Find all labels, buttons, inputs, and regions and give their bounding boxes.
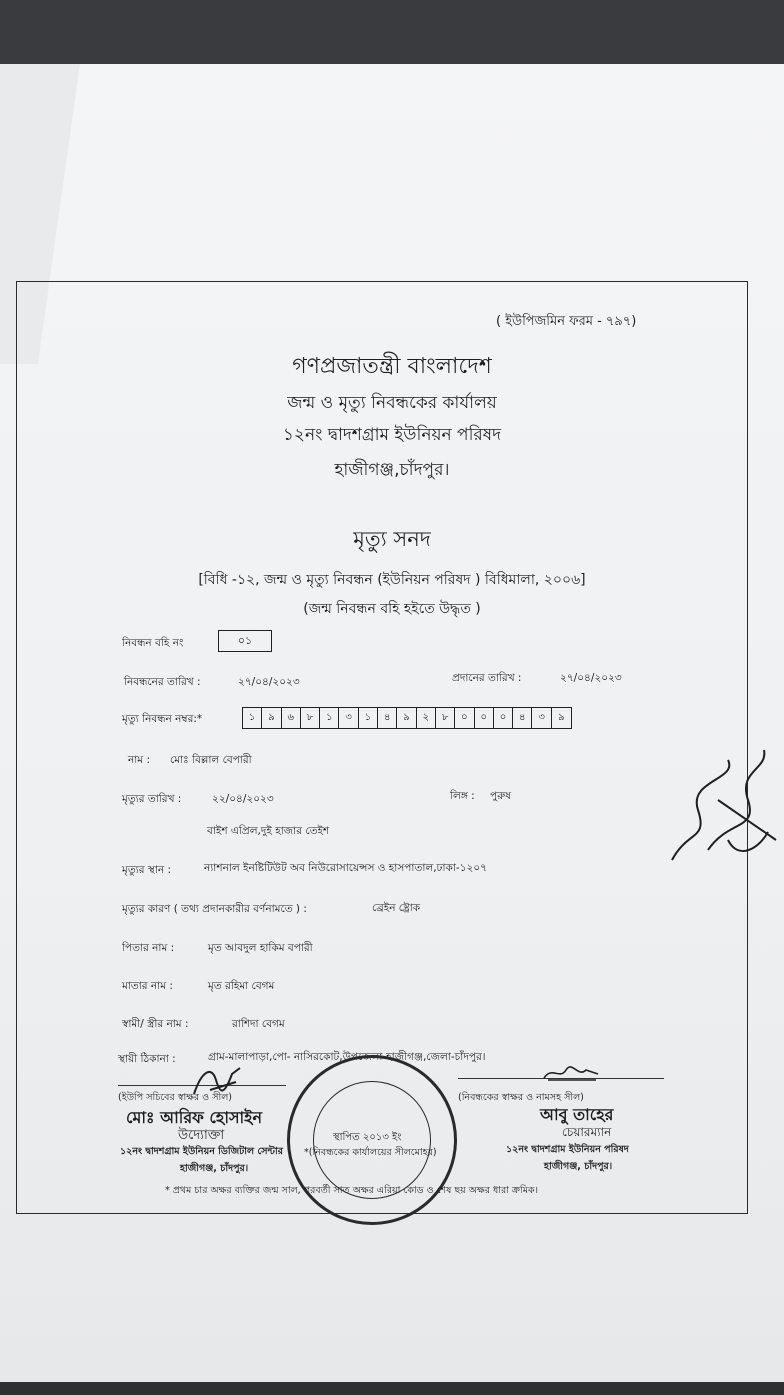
- death-reg-digit: ১: [320, 708, 339, 728]
- book-label: নিবন্ধন বহি নং: [122, 637, 184, 649]
- death-reg-label: মৃত্যু নিবন্ধন নম্বর:*: [122, 713, 203, 725]
- address-value: গ্রাম-মালাপাড়া,পো- নাসিরকোট,উপজেলা-হাজীগঞ্জ,জেলা-চাঁদপুর।: [208, 1051, 486, 1063]
- death-reg-digit: ৯: [397, 708, 416, 728]
- location-heading: হাজীগঞ্জ,চাঁদপুর।: [334, 460, 450, 480]
- death-reg-digit: ০: [494, 708, 513, 728]
- form-number: ( ইউপিজমিন ফরম - ৭৯৭): [496, 314, 637, 329]
- reg-date-value: ২৭/০৪/২০২৩: [238, 676, 300, 688]
- death-reg-digit: ০: [455, 708, 474, 728]
- left-sign-caption: (ইউপি সচিবের স্বাক্ষর ও সীল): [118, 1092, 232, 1103]
- extract-note: (জন্ম নিবন্ধন বহি হইতে উদ্ধৃত ): [303, 601, 481, 617]
- death-reg-digit: ৪: [378, 708, 397, 728]
- spouse-value: রাশিদা বেগম: [232, 1018, 285, 1030]
- death-reg-digit: ৯: [558, 712, 565, 723]
- seal-text: স্থাপিত ২০১৩ ইং: [333, 1132, 402, 1143]
- sex-label: লিঙ্গ :: [450, 790, 475, 802]
- name-label: নাম :: [128, 754, 151, 766]
- book-value: ০১: [218, 630, 272, 652]
- death-reg-digit: ৩: [339, 708, 358, 728]
- issue-date-label: প্রদানের তারিখ :: [452, 672, 522, 684]
- mother-value: মৃত রহিমা বেগম: [208, 980, 275, 992]
- union-heading: ১২নং দ্বাদশগ্রাম ইউনিয়ন পরিষদ: [282, 425, 502, 445]
- death-reg-digit: ৬: [282, 708, 301, 728]
- certificate-title: মৃত্যু সনদ: [353, 527, 431, 551]
- right-signer-name: আবু তাহের: [540, 1105, 614, 1124]
- reg-date-label: নিবন্ধনের তারিখ :: [124, 676, 201, 688]
- left-signer-name: মোঃ আরিফ হোসাইন: [126, 1108, 263, 1127]
- rule-reference: [বিধি -১২, জন্ম ও মৃত্যু নিবন্ধন (ইউনিয়ন পরিষদ ) বিধিমালা, ২০০৬]: [198, 572, 586, 588]
- death-reg-digit: ২: [417, 708, 436, 728]
- left-signer-org: ১২নং দ্বাদশগ্রাম ইউনিয়ন ডিজিটাল সেন্টার: [120, 1146, 284, 1157]
- sex-value: পুরুষ: [490, 790, 511, 802]
- left-signer-place: হাজীগঞ্জ, চাঁদপুর।: [180, 1163, 249, 1174]
- place-value: ন্যাশনাল ইনষ্টিটিউট অব নিউরোসায়েন্সস ও হাসপাতাল,ঢাকা-১২০৭: [204, 862, 487, 874]
- issue-date-value: ২৭/০৪/২০২৩: [560, 672, 622, 684]
- death-date-words: বাইশ এপ্রিল,দুই হাজার তেইশ: [207, 825, 330, 837]
- death-reg-digit: ১: [359, 708, 378, 728]
- center-caption: *(নিবন্ধকের কার্যালয়ের সীলমোহর): [304, 1147, 437, 1158]
- death-reg-digit: ৯: [262, 708, 281, 728]
- mother-label: মাতার নাম :: [122, 980, 173, 992]
- death-reg-digit: ৮: [436, 708, 455, 728]
- cause-label: মৃত্যুর কারণ ( তথ্য প্রদানকারীর বর্ণনামতে ) :: [122, 903, 307, 915]
- death-reg-digit: ৮: [301, 708, 320, 728]
- right-signer-org: ১২নং দ্বাদশগ্রাম ইউনিয়ন পরিষদ: [506, 1144, 629, 1155]
- death-date-value: ২২/০৪/২০২৩: [212, 793, 274, 805]
- death-reg-digit: ৩: [532, 708, 551, 728]
- right-signer-title: চেয়ারম্যান: [562, 1125, 612, 1139]
- country-heading: গণপ্রজাতন্ত্রী বাংলাদেশ: [292, 354, 492, 379]
- cause-value: ব্রেইন ষ্ট্রোক: [372, 902, 421, 914]
- place-label: মৃত্যুর স্থান :: [122, 864, 172, 876]
- death-date-label: মৃত্যুর তারিখ :: [122, 793, 182, 805]
- right-sign-caption: (নিবন্ধকের স্বাক্ষর ও নামসহ সীল): [458, 1092, 584, 1103]
- father-label: পিতার নাম :: [122, 942, 175, 954]
- death-reg-digit: ১: [243, 708, 262, 728]
- footnote: * প্রথম চার অক্ষর ব্যক্তির জন্ম সাল, পরবর্তী সাত অক্ষর এরিয়া কোড ও শেষ ছয় অক্ষর ধারা ক্রমিক।: [165, 1185, 539, 1196]
- margin-signature: [668, 740, 780, 880]
- spouse-label: স্বামী/ স্ত্রীর নাম :: [122, 1018, 189, 1030]
- right-signature: [542, 1064, 602, 1084]
- desk-background: [0, 0, 784, 70]
- office-heading: জন্ম ও মৃত্যু নিবন্ধকের কার্যালয়: [287, 393, 497, 413]
- death-reg-digit: ৪: [513, 708, 532, 728]
- address-label: স্থায়ী ঠিকানা :: [118, 1053, 176, 1065]
- name-value: মোঃ বিল্লাল বেপারী: [170, 754, 252, 766]
- left-signer-title: উদ্যোক্তা: [178, 1128, 225, 1143]
- death-reg-number: [242, 707, 572, 729]
- right-signer-place: হাজীগঞ্জ, চাঁদপুর।: [544, 1161, 613, 1172]
- father-value: মৃত আবদুল হাকিম বপারী: [208, 942, 313, 954]
- death-reg-digit: ০: [475, 708, 494, 728]
